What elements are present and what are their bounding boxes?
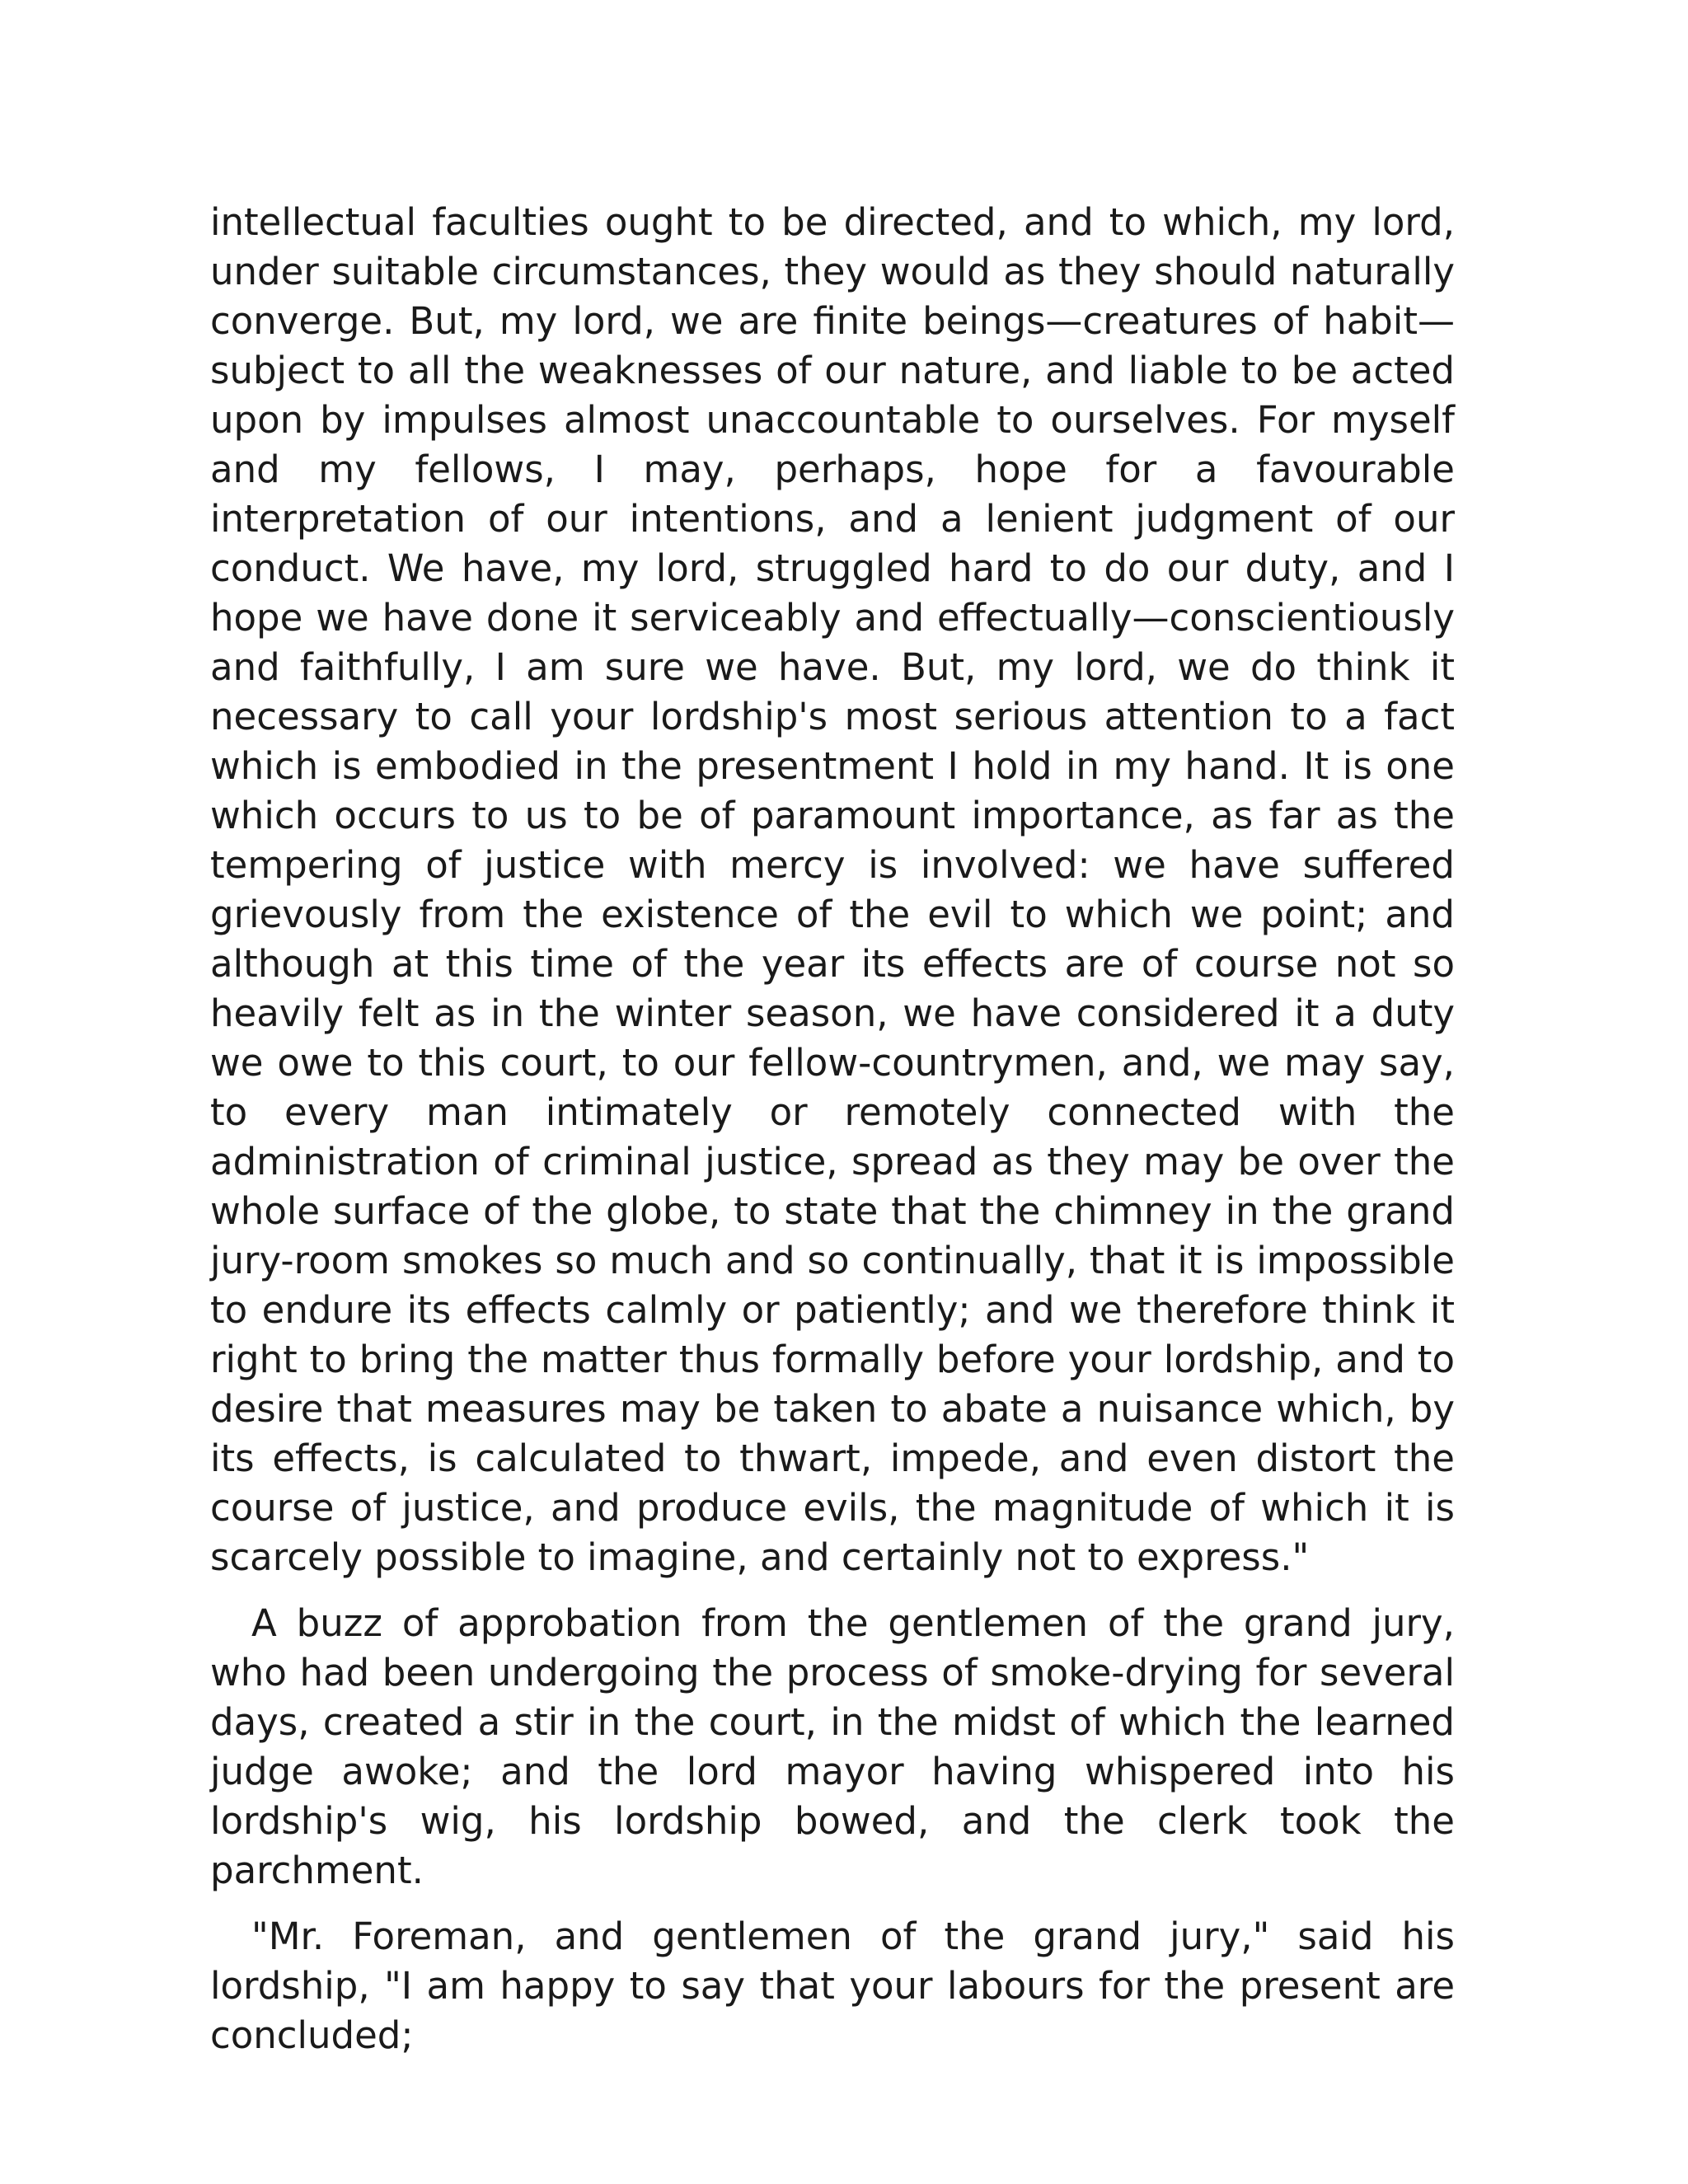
paragraph-foreman-speech: intellectual faculties ought to be directed, and to which, my lord, under suitable circumstances, they would as they should naturally converge. But, my lord, we are finite beings—creatures of habit—subject to all the weaknesses of our nature, and liable to be acted upon by impulses almost unaccountable to ourselves. For myself and my fellows, I may, perhaps, hope for a favourable interpretation of our intentions, and a lenient judgment of our conduct. We have, my lord, struggled hard to do our duty, and I hope we have done it serviceably and effectually—conscientiously and faithfully, I am sure we have. But, my lord, we do think it necessary to call your lordship's most serious attention to a fact which is embodied in the presentment I hold in my hand. It is one which occurs to us to be of paramount importance, as far as the tempering of justice with mercy is involved: we have suffered grievously from the existence of the evil to which we point; and although at this time of the year its effects are of course not so heavily felt as in the winter season, we have considered it a duty we owe to this court, to our fellow-countrymen, and, we may say, to every man intimately or remotely connected with the administration of criminal justice, spread as they may be over the whole surface of the globe, to state that the chimney in the grand jury-room smokes so much and so continually, that it is impossible to endure its effects calmly or patiently; and we therefore think it right to bring the matter thus formally before your lordship, and to desire that measures may be taken to abate a nuisance which, by its effects, is calculated to thwart, impede, and even distort the course of justice, and produce evils, the magnitude of which it is scarcely possible to imagine, and certainly not to express." (210, 200, 1455, 1579)
paragraph-lordship-reply: "Mr. Foreman, and gentlemen of the grand jury," said his lordship, "I am happy to say that your labours for the present are concluded; (210, 1915, 1455, 2057)
book-page-text (210, 198, 1455, 2060)
paragraph-grand-jury-stir: A buzz of approbation from the gentlemen of the grand jury, who had been undergoing the process of smoke-drying for several days, created a stir in the court, in the midst of which the learned judge awoke; and the lord mayor having whispered into his lordship's wig, his lordship bowed, and the clerk took the parchment. (210, 1601, 1455, 1892)
